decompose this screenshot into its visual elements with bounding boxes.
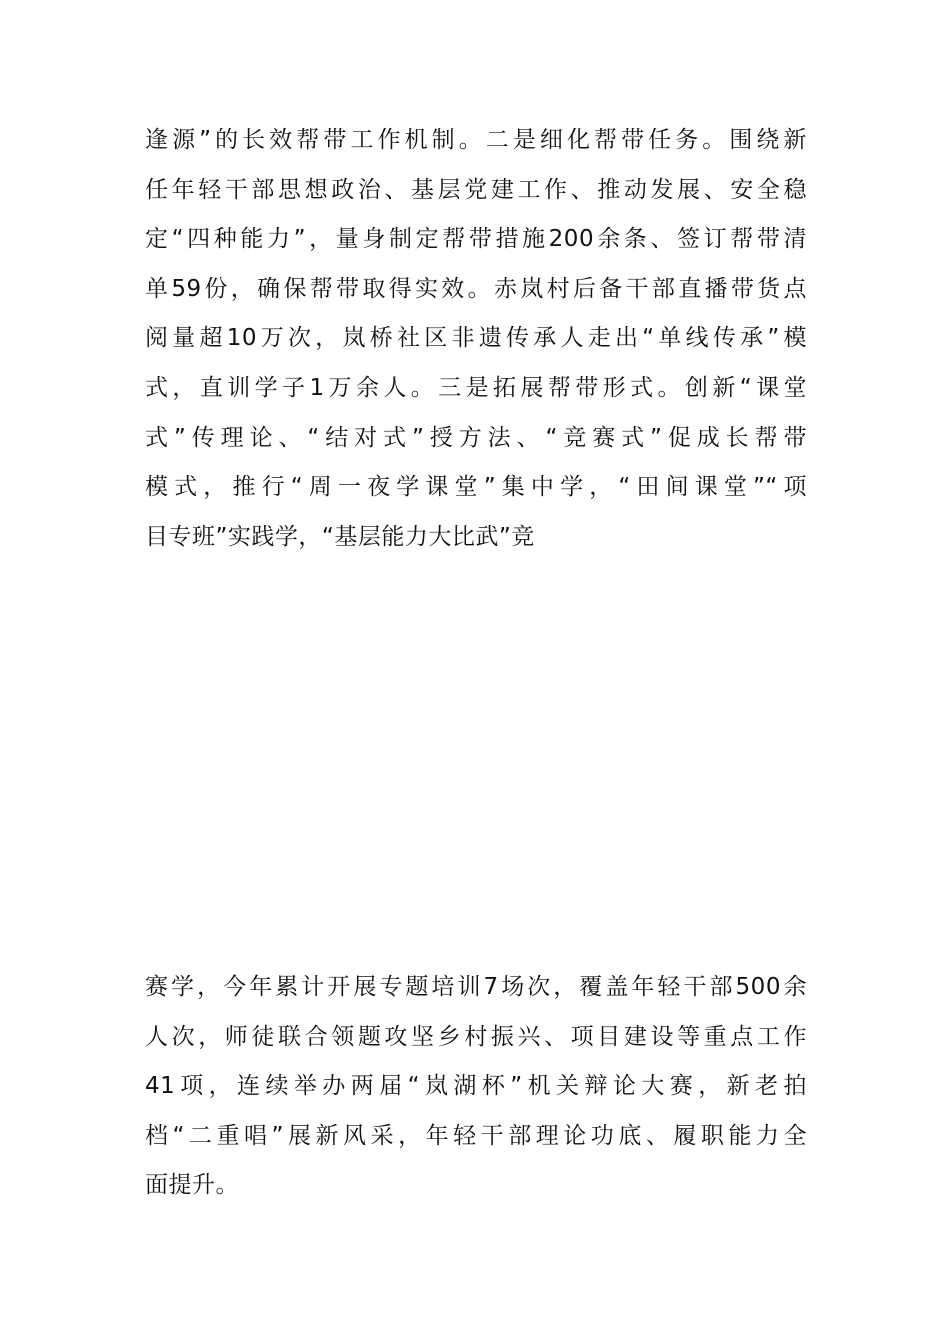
paragraph-block-top — [145, 116, 807, 562]
text-line: 式，直训学子1万余人。三是拓展帮带形式。创新“课堂 — [145, 374, 807, 401]
text-line: 档“二重唱”展新风采，年轻干部理论功底、履职能力全 — [145, 1122, 807, 1149]
text-line: 定“四种能力”，量身制定帮带措施200余条、签订帮带清 — [145, 226, 807, 253]
text-line: 41项，连续举办两届“岚湖杯”机关辩论大赛，新老拍 — [145, 1073, 807, 1100]
text-line: 任年轻干部思想政治、基层党建工作、推动发展、安全稳 — [145, 176, 807, 203]
text-line: 模式，推行“周一夜学课堂”集中学，“田间课堂”“项 — [145, 474, 807, 501]
text-line: 面提升。 — [145, 1172, 239, 1199]
text-line: 阅量超10万次，岚桥社区非遗传承人走出“单线传承”模 — [145, 325, 807, 352]
paragraph-block-bottom — [145, 963, 807, 1211]
text-line: 人次，师徒联合领题攻坚乡村振兴、项目建设等重点工作 — [145, 1023, 807, 1050]
text-line: 逢源”的长效帮带工作机制。二是细化帮带任务。围绕新 — [145, 127, 807, 153]
text-line: 目专班”实践学，“基层能力大比武”竞 — [145, 523, 535, 550]
text-line: 单59份，确保帮带取得实效。赤岚村后备干部直播带货点 — [145, 275, 807, 302]
text-line: 式”传理论、“结对式”授方法、“竞赛式”促成长帮带 — [145, 424, 807, 451]
text-line: 赛学，今年累计开展专题培训7场次，覆盖年轻干部500余 — [145, 974, 807, 1000]
